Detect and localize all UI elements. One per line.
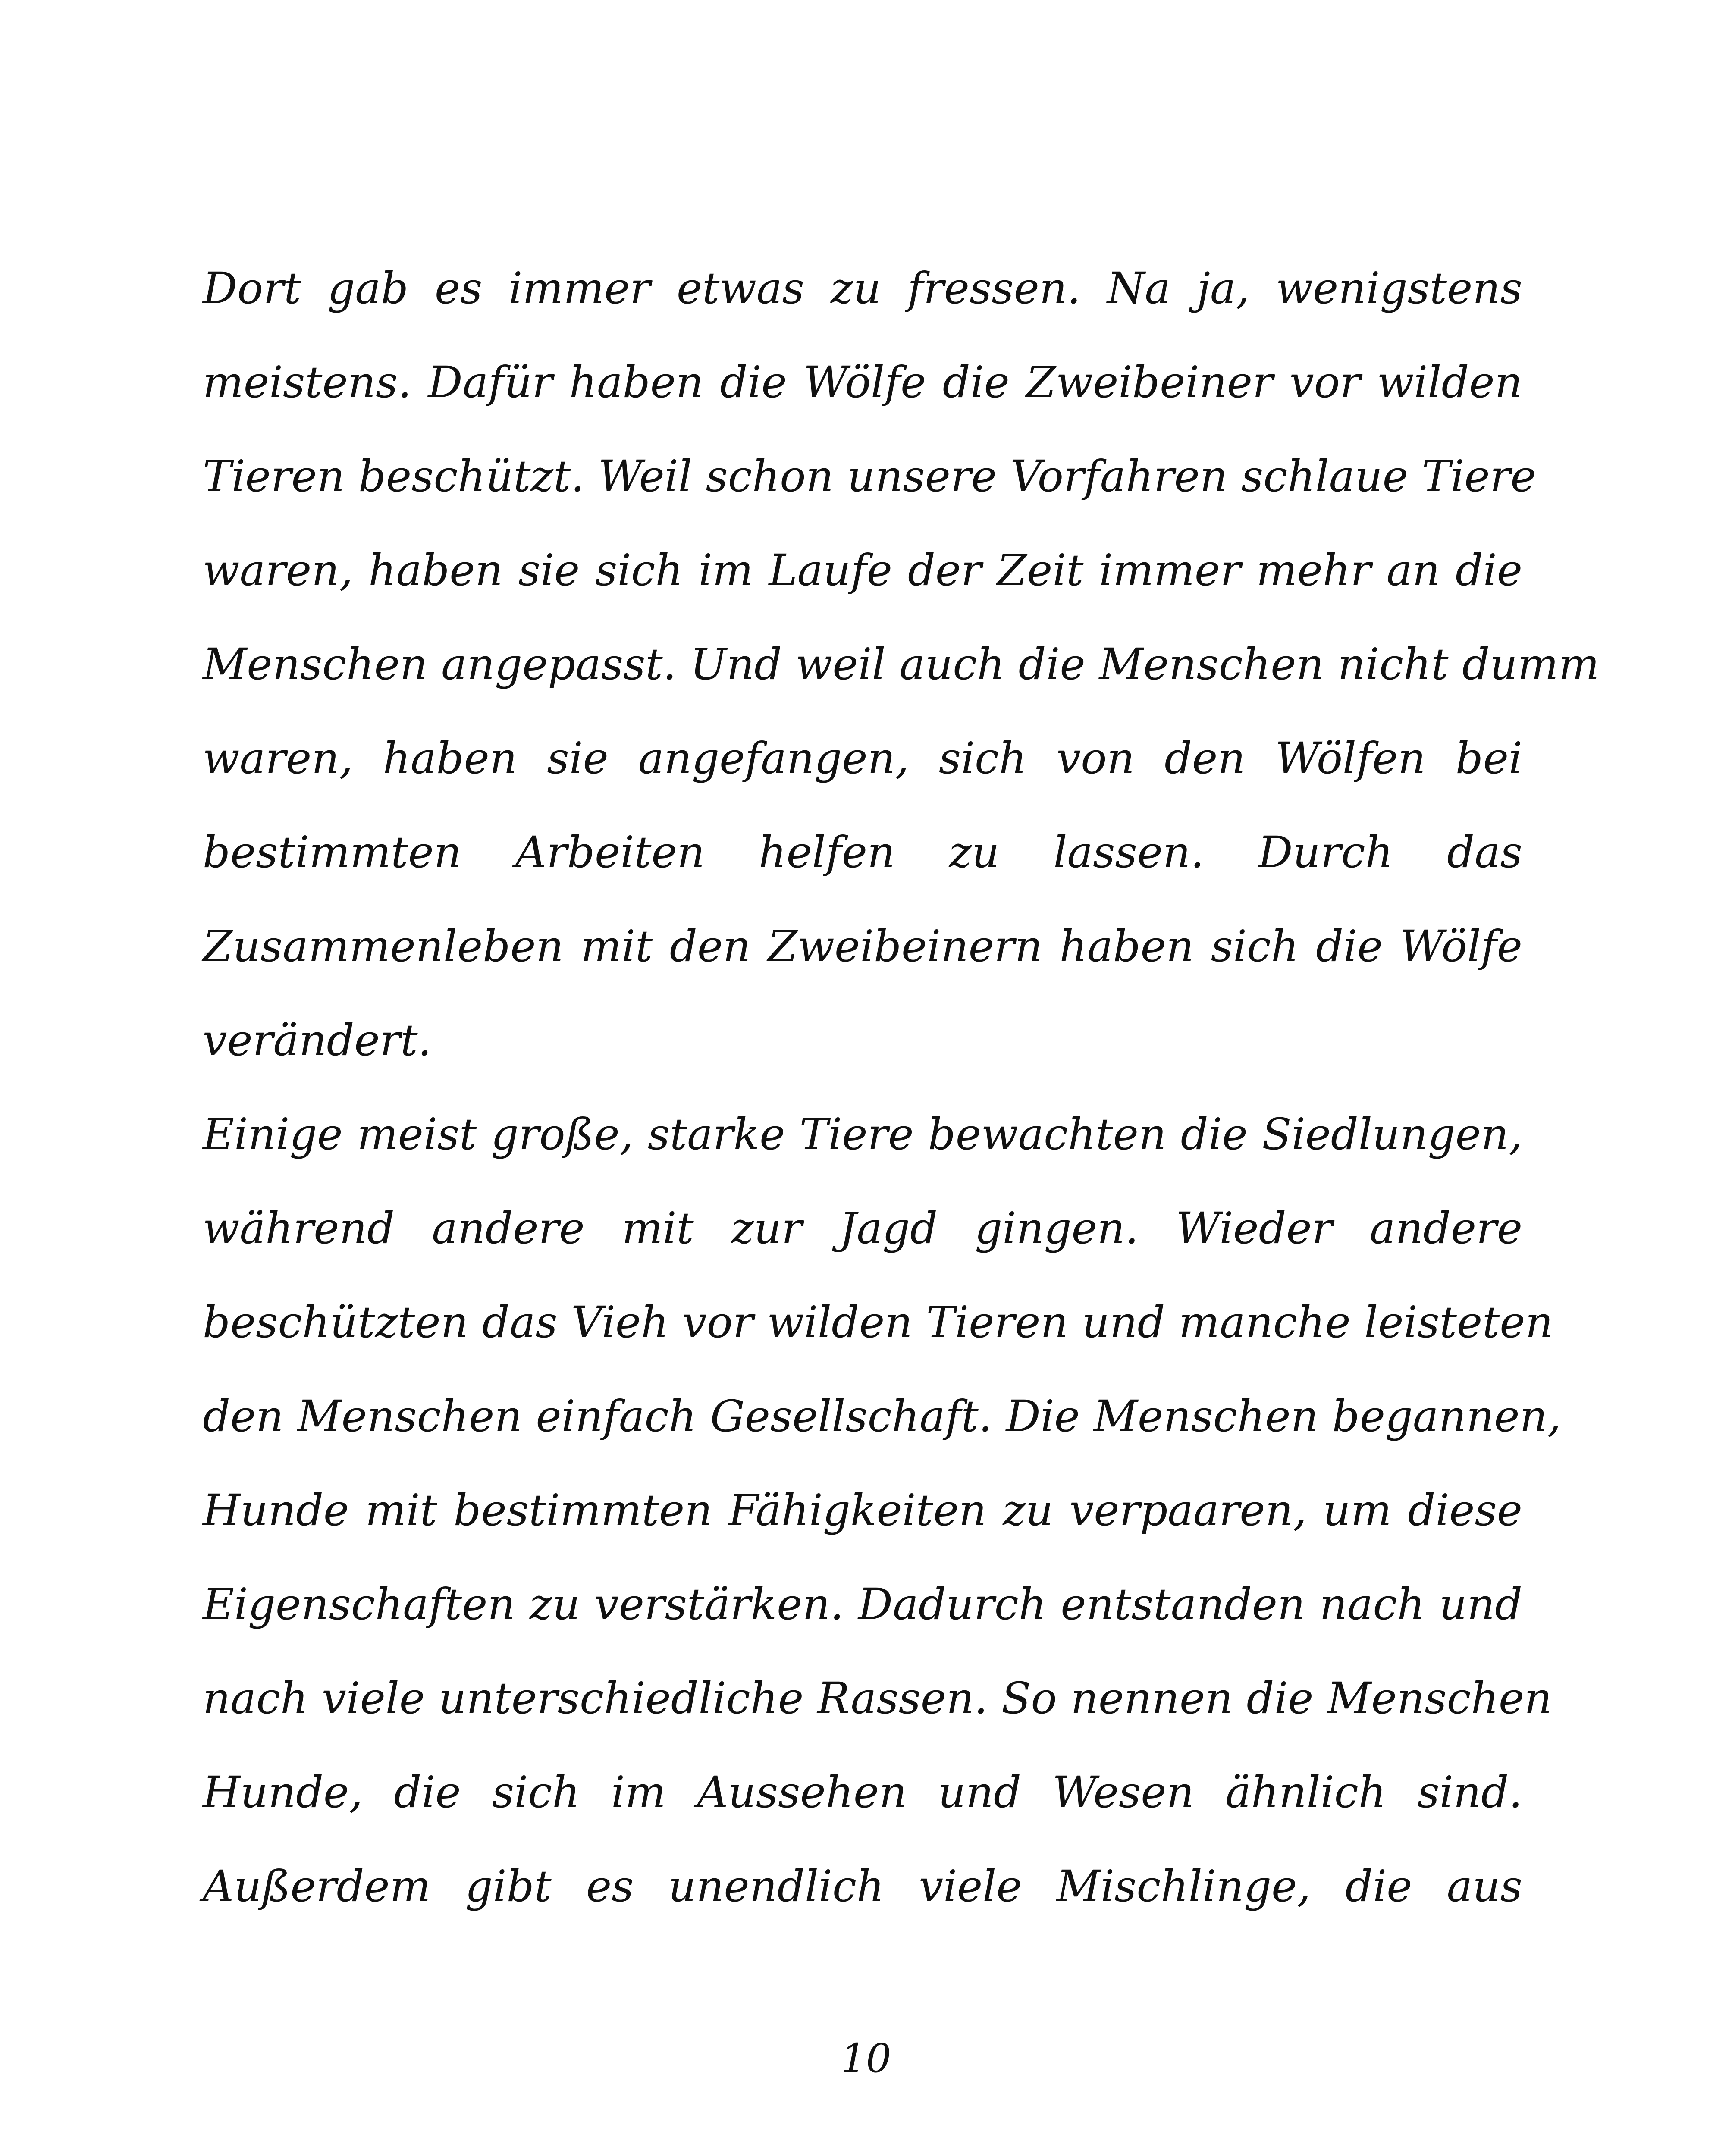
text-line: Menschen angepasst. Und weil auch die Menschen nicht dumm: [203, 639, 1600, 689]
text-line: Tieren beschützt. Weil schon unsere Vorfahren schlaue Tiere: [203, 451, 1536, 501]
text-line: Hunde mit bestimmten Fähigkeiten zu verpaaren, um diese: [203, 1485, 1522, 1536]
text-line: nach viele unterschiedliche Rassen. So nennen die Menschen: [203, 1673, 1552, 1724]
text-line: Eigenschaften zu verstärken. Dadurch entstanden nach und: [203, 1579, 1522, 1630]
text-line: den Menschen einfach Gesellschaft. Die Menschen begannen,: [203, 1391, 1561, 1442]
text-line: Zusammenleben mit den Zweibeinern haben sich die Wölfe: [203, 921, 1522, 971]
text-line: meistens. Dafür haben die Wölfe die Zweibeiner vor wilden: [203, 357, 1522, 407]
text-line: Hunde, die sich im Aussehen und Wesen ähnlich sind.: [203, 1767, 1522, 1818]
text-line: waren, haben sie sich im Laufe der Zeit immer mehr an die: [203, 545, 1522, 595]
body-text: [203, 241, 1600, 1934]
text-line: Einige meist große, starke Tiere bewachten die Siedlungen,: [203, 1109, 1522, 1159]
text-line: Dort gab es immer etwas zu fressen. Na ja, wenigstens: [203, 263, 1522, 313]
page-number: 10: [841, 2035, 891, 2081]
text-line: waren, haben sie angefangen, sich von den Wölfen bei: [203, 733, 1522, 783]
text-line: verändert.: [203, 1015, 432, 1065]
text-line: während andere mit zur Jagd gingen. Wieder andere: [203, 1203, 1522, 1253]
text-line: Außerdem gibt es unendlich viele Mischlinge, die aus: [203, 1861, 1522, 1912]
text-line: bestimmten Arbeiten helfen zu lassen. Durch das: [203, 827, 1522, 877]
text-line: beschützten das Vieh vor wilden Tieren und manche leisteten: [203, 1297, 1553, 1348]
